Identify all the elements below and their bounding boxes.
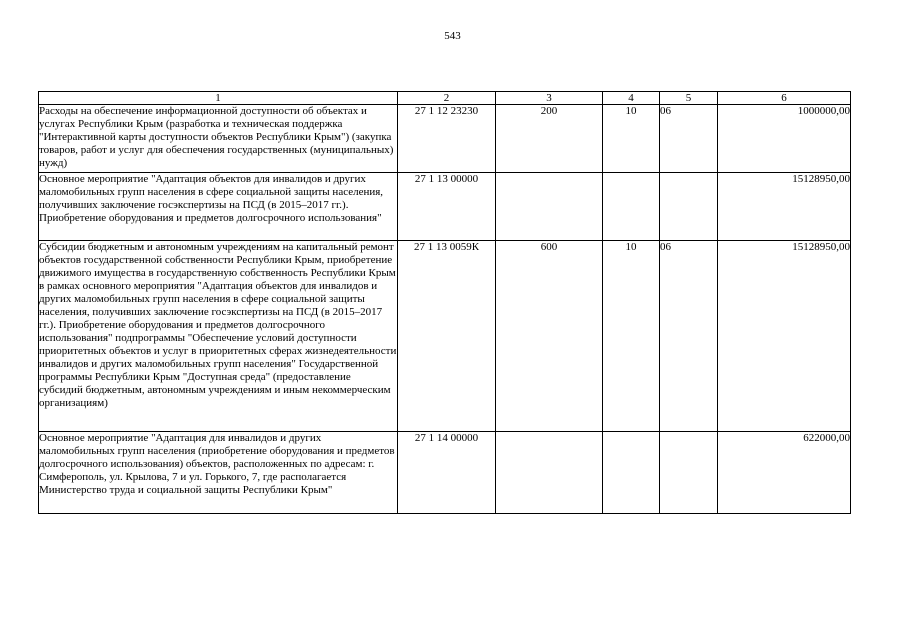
page-number: 543	[444, 30, 461, 42]
row-col-5	[660, 432, 718, 514]
row-col-5: 06	[660, 105, 718, 173]
row-code: 27 1 14 00000	[398, 432, 496, 514]
row-name: Субсидии бюджетным и автономным учреждениям на капитальный ремонт объектов государственной собственности Республики Крым, приобретение движимого имущества в государственную собственность Республики Крым в рамках основного мероприятия "Адаптация объектов для инвалидов и других маломобильных групп населения в сфере социальной защиты населения, получивших заключение госэкспертизы на ПСД (в 2015–2017 гг.). Приобретение оборудования и предметов долгосрочного использования" подпрограммы "Обеспечение условий доступности приоритетных объектов и услуг в приоритетных сферах жизнедеятельности инвалидов и других маломобильных групп населения" Государственной программы Республики Крым "Доступная среда" (предоставление субсидий бюджетным, автономным учреждениям и иным некоммерческим организациям)	[39, 241, 398, 432]
header-col-5: 5	[660, 92, 718, 105]
header-row	[39, 92, 851, 105]
header-col-4: 4	[603, 92, 660, 105]
row-code: 27 1 12 23230	[398, 105, 496, 173]
row-col-3: 200	[496, 105, 603, 173]
header-col-6: 6	[718, 92, 851, 105]
row-col-3	[496, 173, 603, 241]
row-col-5: 06	[660, 241, 718, 432]
row-col-4: 10	[603, 105, 660, 173]
table-row	[39, 105, 851, 173]
table-row	[39, 241, 851, 432]
table-row	[39, 432, 851, 514]
row-amount: 15128950,00	[718, 173, 851, 241]
row-col-4	[603, 173, 660, 241]
row-col-4	[603, 432, 660, 514]
table-row	[39, 173, 851, 241]
row-amount: 1000000,00	[718, 105, 851, 173]
row-name: Основное мероприятие "Адаптация объектов для инвалидов и других маломобильных групп населения в сфере социальной защиты населения, получивших заключение госэкспертизы на ПСД (в 2015–2017 гг.). Приобретение оборудования и предметов долгосрочного использования"	[39, 173, 398, 241]
budget-table	[38, 91, 851, 514]
row-col-4: 10	[603, 241, 660, 432]
row-name: Основное мероприятие "Адаптация для инвалидов и других маломобильных групп населения (приобретение оборудования и предметов долгосрочного использования) объектов, расположенных по адресам: г. Симферополь, ул. Крылова, 7 и ул. Горького, 7, где располагается Министерство труда и социальной защиты Республики Крым"	[39, 432, 398, 514]
header-col-3: 3	[496, 92, 603, 105]
row-code: 27 1 13 0059К	[398, 241, 496, 432]
header-col-1: 1	[39, 92, 398, 105]
row-col-3	[496, 432, 603, 514]
row-amount: 622000,00	[718, 432, 851, 514]
row-col-5	[660, 173, 718, 241]
row-name: Расходы на обеспечение информационной доступности об объектах и услугах Республики Крым (разработка и техническая поддержка "Интерактивной карты доступности объектов Республики Крым") (закупка товаров, работ и услуг для обеспечения государственных (муниципальных) нужд)	[39, 105, 398, 173]
row-amount: 15128950,00	[718, 241, 851, 432]
row-code: 27 1 13 00000	[398, 173, 496, 241]
row-col-3: 600	[496, 241, 603, 432]
header-col-2: 2	[398, 92, 496, 105]
